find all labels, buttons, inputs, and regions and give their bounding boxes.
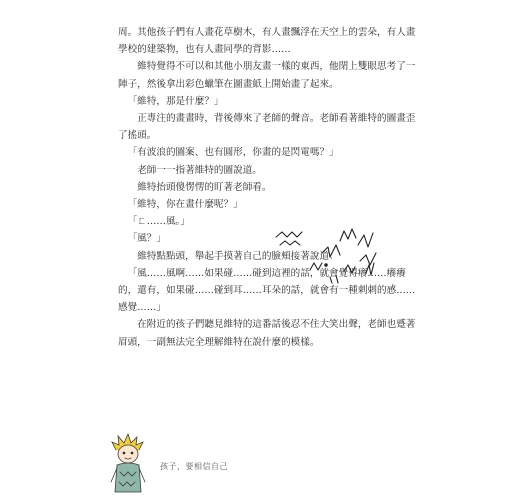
dialogue-line: 「維特，你在畫什麼呢？」 <box>127 199 243 211</box>
paragraph: 在附近的孩子們聽見維特的這番話後忍不住大笑出聲，老師也蹙著眉頭，一副無法完全理解維特在說什麼的模樣。 <box>118 319 416 348</box>
paragraph: 老師一一指著維特的圖說道。 <box>137 164 262 176</box>
footer-caption: 孩子，要相信自己 <box>160 462 228 471</box>
paragraph: 正專注的畫畫時，背後傳來了老師的聲音。老師看著維特的圖畫歪了搖頭。 <box>118 113 416 142</box>
paragraph: 周。其他孩子們有人畫花草樹木，有人畫飄浮在天空上的雲朵，有人畫學校的建築物，也有人畫同學的背影…… <box>118 27 416 56</box>
dialogue-line: 「有波浪的圖案、也有圓形，你畫的是閃電嗎？」 <box>127 147 339 159</box>
paragraph: 維特點點頭，舉起手摸著自己的臉頰接著說道： <box>137 250 339 262</box>
dialogue-line: 「維特，那是什麼？」 <box>127 95 224 107</box>
paragraph: 維特覺得不可以和其他小朋友畫一樣的東西，他閉上雙眼思考了一陣子，然後拿出彩色蠟筆在圖畫紙上開始畫了起來。 <box>118 61 416 90</box>
paragraph: 維特抬頭傻愣愣的盯著老師看。 <box>137 181 272 193</box>
wind-doodle-illustration <box>270 225 390 290</box>
story-text <box>118 24 418 351</box>
dialogue-line: 「ㄈ……風。」 <box>127 216 190 228</box>
dialogue-line: 「風……風啊……如果碰……碰到這裡的話，就會覺得癢……癢癢的，還有，如果碰……碰到耳……耳朵的話，就會有一種刺刺的感……感覺……」 <box>118 267 416 314</box>
boy-illustration <box>108 432 148 498</box>
dialogue-line: 「風？」 <box>127 233 166 245</box>
